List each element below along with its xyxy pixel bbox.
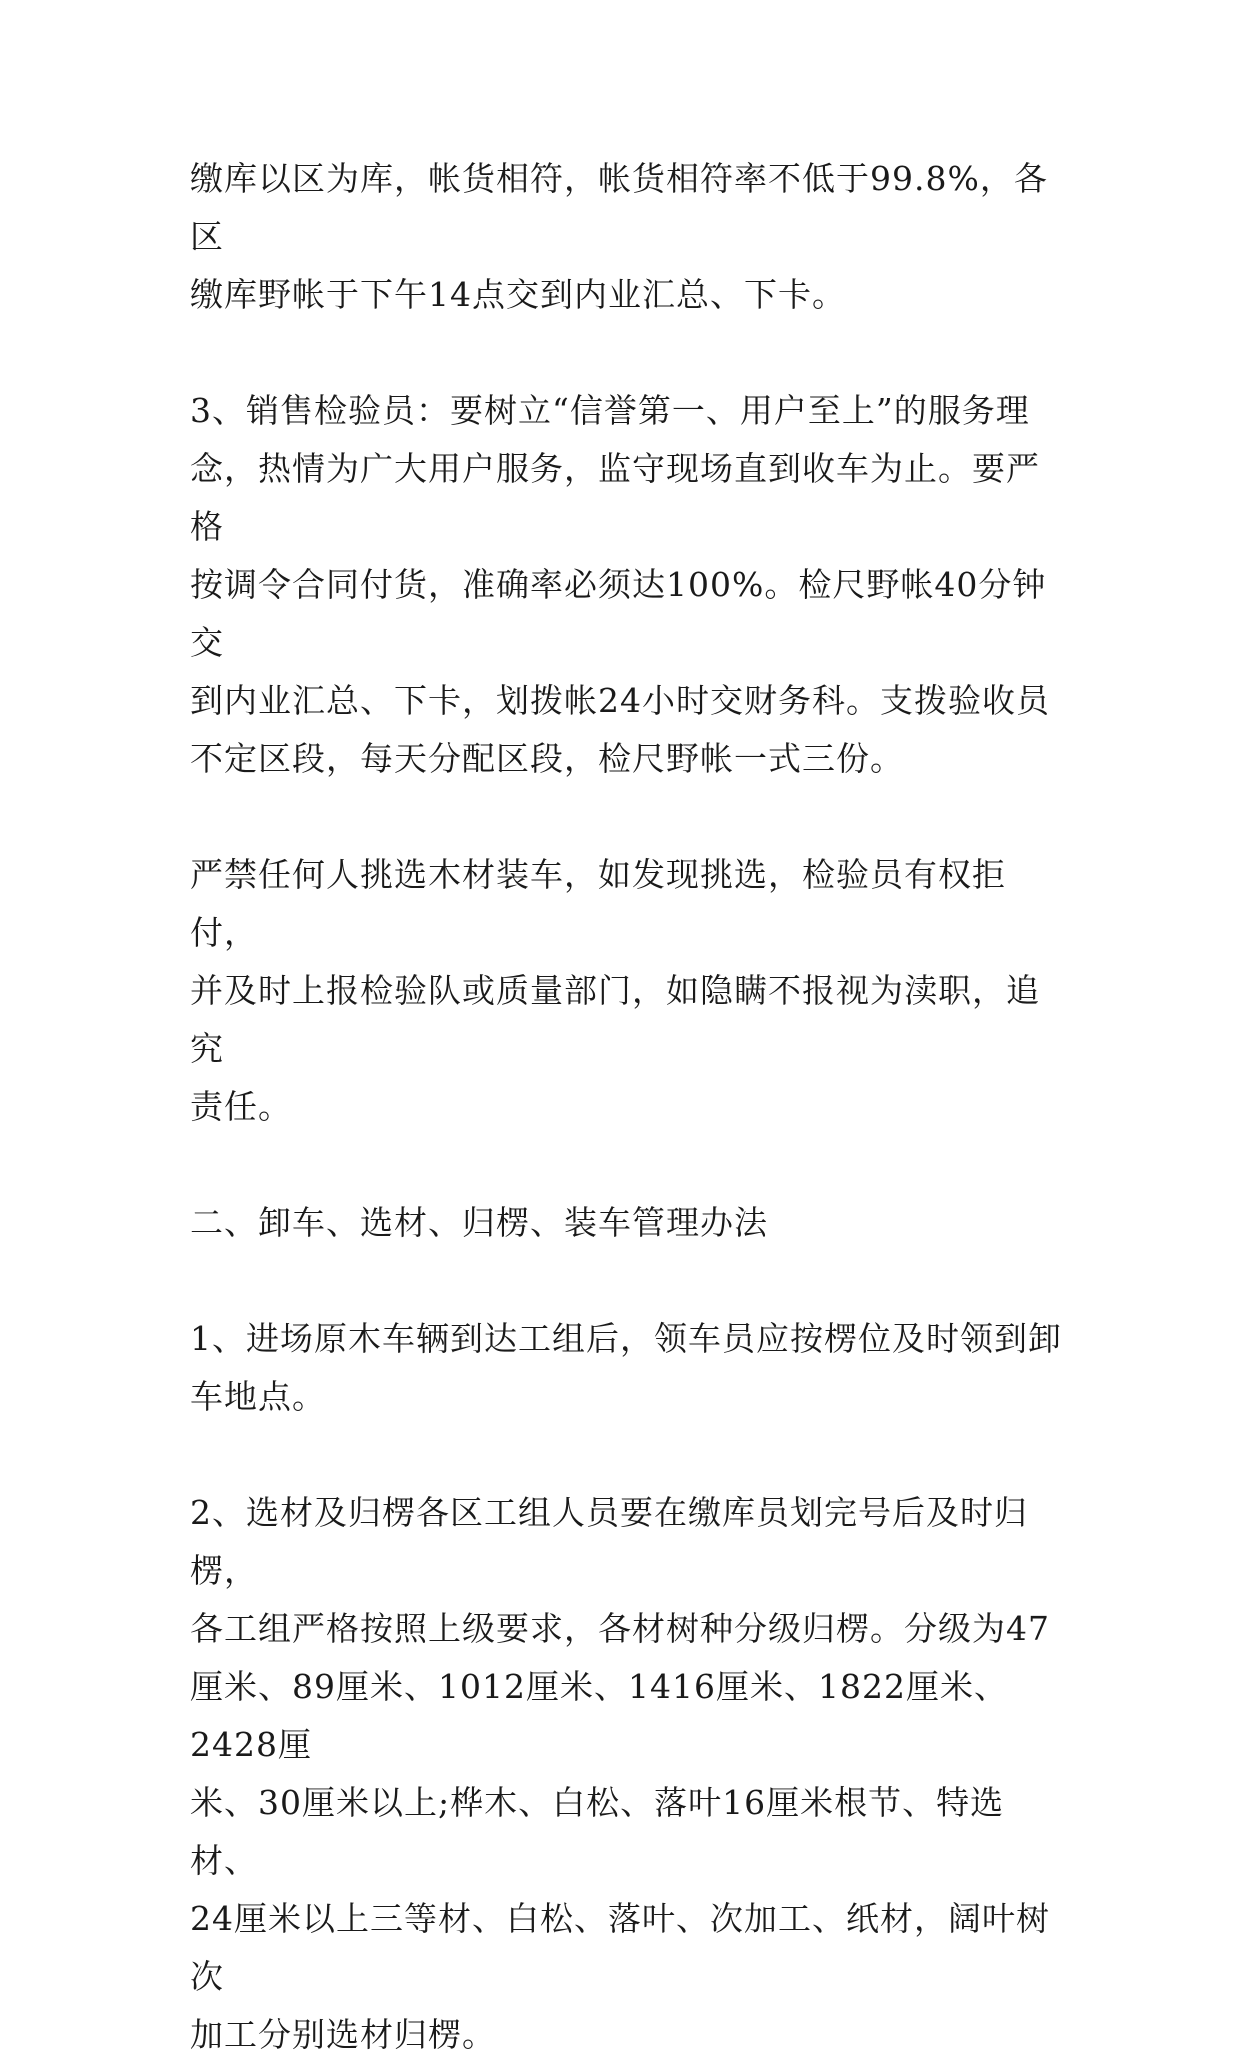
- paragraph-grading-stacking: 2、选材及归楞各区工组人员要在缴库员划完号后及时归楞， 各工组严格按照上级要求，各材树种分级归楞。分级为47 厘米、89厘米、1012厘米、1416厘米、1822厘米、2428厘 米、30厘米以上;桦木、白松、落叶16厘米根节、特选材、 24厘米以上三等材、白松、落叶、次加工、纸材，阔叶树次 加工分别选材归楞。: [190, 1493, 1050, 2054]
- section-heading-unloading-management: 二、卸车、选材、归楞、装车管理办法: [190, 1203, 768, 1242]
- paragraph-sales-inspector: 3、销售检验员：要树立“信誉第一、用户至上”的服务理 念，热情为广大用户服务，监守现场直到收车为止。要严格 按调令合同付货，准确率必须达100%。检尺野帐40分钟交 到内业汇总、下卡，划拨帐24小时交财务科。支拨验收员 不定区段，每天分配区段，检尺野帐一式三份。: [190, 391, 1050, 778]
- paragraph-inventory-accuracy: 缴库以区为库，帐货相符，帐货相符率不低于99.8%，各区 缴库野帐于下午14点交到内业汇总、下卡。: [190, 159, 1048, 314]
- document-body: [190, 150, 1070, 2064]
- paragraph-selection-prohibition: 严禁任何人挑选木材装车，如发现挑选，检验员有权拒付， 并及时上报检验队或质量部门，如隐瞒不报视为渎职，追究 责任。: [190, 855, 1040, 1126]
- paragraph-vehicle-arrival: 1、进场原木车辆到达工组后，领车员应按楞位及时领到卸 车地点。: [190, 1319, 1062, 1416]
